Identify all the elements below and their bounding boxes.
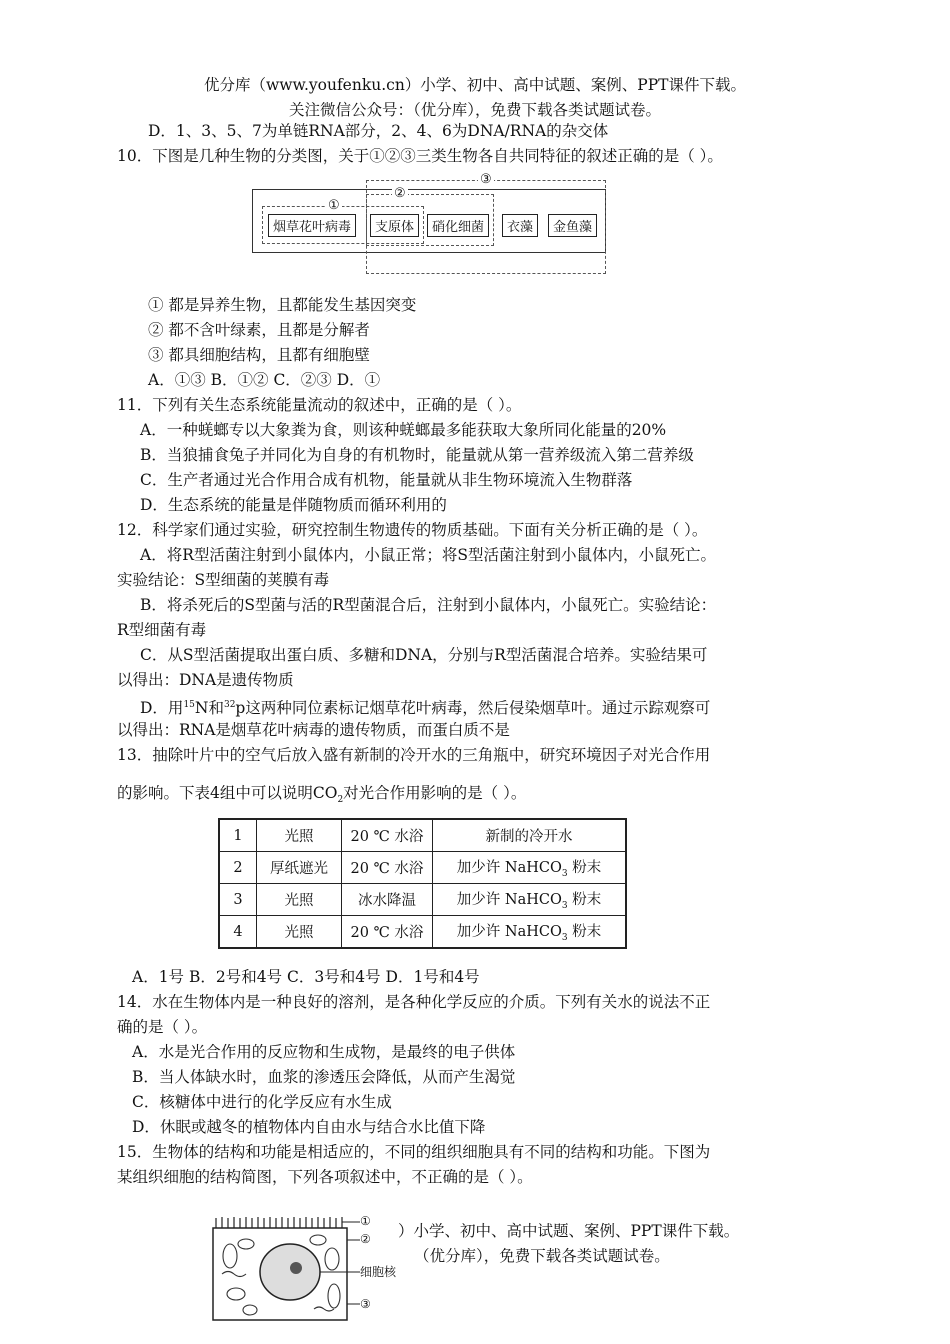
q14-stem-line2: 确的是（ ）。 (117, 1018, 208, 1036)
q12-stem: 12．科学家们通过实验，研究控制生物遗传的物质基础。下面有关分析正确的是（ ）。 (117, 521, 708, 539)
q12-option-c-line2: 以得出：DNA是遗传物质 (117, 671, 294, 689)
water-text: 加少许 NaHCO (456, 892, 562, 909)
table-row (219, 819, 626, 852)
table-cell-water (433, 884, 627, 916)
water-tail: 粉末 (567, 924, 602, 941)
table-cell-water (433, 916, 627, 949)
q10-classification-diagram (252, 172, 612, 272)
table-cell-temp: 冰水降温 (342, 884, 433, 916)
q13-experiment-table (218, 818, 627, 949)
cell-label-3: ③ (360, 1297, 371, 1311)
header-line-1: 优分库（www.youfenku.cn）小学、初中、高中试题、案例、PPT课件下载。 (203, 76, 747, 94)
table-cell-light: 厚纸遮光 (257, 852, 342, 884)
water-sub: 3 (561, 932, 568, 943)
q14-option-d: D．休眠或越冬的植物体内自由水与结合水比值下降 (132, 1118, 486, 1136)
cell-label-nucleus: 细胞核 (360, 1265, 397, 1279)
water-text: 加少许 NaHCO (456, 924, 562, 941)
q12-option-d-line2: 以得出：RNA是烟草花叶病毒的遗传物质，而蛋白质不是 (117, 721, 510, 739)
q12-d-rest: p这两种同位素标记烟草花叶病毒，然后侵染烟草叶。通过示踪观察可 (235, 699, 711, 718)
table-cell-light: 光照 (257, 819, 342, 852)
header-line-2: 关注微信公众号：（优分库），免费下载各类试题试卷。 (288, 101, 661, 119)
water-tail: 粉末 (567, 860, 602, 877)
microvilli (216, 1217, 342, 1228)
water-sub: 3 (561, 868, 568, 879)
organism-tobacco-mosaic-virus: 烟草花叶病毒 (268, 214, 356, 237)
table-cell-temp: 20 ℃ 水浴 (342, 819, 433, 852)
organism-nitrifying-bacteria: 硝化细菌 (427, 214, 489, 237)
cell-label-1: ① (360, 1214, 371, 1228)
q13-co2-sub: 2 (337, 795, 344, 806)
q11-option-c: C．生产者通过光合作用合成有机物，能量就从非生物环境流入生物群落 (140, 471, 633, 489)
q14-option-c: C．核糖体中进行的化学反应有水生成 (132, 1093, 392, 1111)
q12-option-b-line2: R型细菌有毒 (117, 621, 207, 639)
organism-chlamydomonas: 衣藻 (502, 214, 538, 237)
q12-d-prefix: D．用 (140, 699, 184, 718)
nucleolus (290, 1262, 302, 1274)
table-cell-light: 光照 (257, 916, 342, 949)
table-cell-water: 新制的冷开水 (433, 819, 627, 852)
table-cell-temp: 20 ℃ 水浴 (342, 852, 433, 884)
q12-option-d-line1 (140, 694, 710, 719)
q9-option-d: D．1、3、5、7为单链RNA部分，2、4、6为DNA/RNA的杂交体 (148, 122, 609, 140)
q12-option-a-line1: A．将R型活菌注射到小鼠体内，小鼠正常；将S型活菌注射到小鼠体内，小鼠死亡。 (140, 546, 716, 564)
organism-hornwort: 金鱼藻 (548, 214, 597, 237)
q10-options: A．①③ B．①② C．②③ D．① (148, 371, 381, 389)
diagram-label-2: ② (394, 186, 406, 201)
table-cell-no: 3 (219, 884, 257, 916)
q13-stem-prefix: 的影响。下表4组中可以说明CO (117, 784, 338, 802)
q13-stem-line2 (117, 782, 526, 811)
cell-nucleus-shape (260, 1244, 320, 1300)
table-row (219, 884, 626, 916)
q15-stem-line2: 某组织细胞的结构简图，下列各项叙述中，不正确的是（ ）。 (117, 1168, 533, 1186)
footer-line-2: （优分库），免费下载各类试题试卷。 (414, 1247, 670, 1265)
footer-line-1: ）小学、初中、高中试题、案例、PPT课件下载。 (398, 1222, 740, 1240)
table-row (219, 916, 626, 949)
q12-d-mid: N和 (194, 699, 224, 718)
q10-statement-3: ③ 都具细胞结构，且都有细胞壁 (148, 346, 370, 364)
table-cell-no: 4 (219, 916, 257, 949)
q12-option-c-line1: C．从S型活菌提取出蛋白质、多糖和DNA，分别与R型活菌混合培养。实验结果可 (140, 646, 708, 664)
q12-d-sup-32: 32 (223, 700, 236, 710)
q14-stem-line1: 14．水在生物体内是一种良好的溶剂，是各种化学反应的介质。下列有关水的说法不正 (117, 993, 711, 1011)
q12-option-a-line2: 实验结论：S型细菌的荚膜有毒 (117, 571, 330, 589)
q14-option-b: B．当人体缺水时，血浆的渗透压会降低，从而产生渴觉 (132, 1068, 516, 1086)
table-cell-water (433, 852, 627, 884)
q11-option-a: A．一种蜣螂专以大象粪为食，则该种蜣螂最多能获取大象所同化能量的20% (140, 421, 667, 439)
q12-d-sup-15: 15 (183, 700, 195, 710)
q11-stem: 11．下列有关生态系统能量流动的叙述中，正确的是（ ）。 (117, 396, 522, 414)
q15-cell-figure (210, 1214, 400, 1324)
organism-mycoplasma: 支原体 (370, 214, 419, 237)
q11-option-b: B．当狼捕食兔子并同化为自身的有机物时，能量就从第一营养级流入第二营养级 (140, 446, 694, 464)
q10-statement-1: ① 都是异养生物，且都能发生基因突变 (148, 296, 417, 314)
table-cell-light: 光照 (257, 884, 342, 916)
q14-option-a: A．水是光合作用的反应物和生成物，是最终的电子供体 (132, 1043, 516, 1061)
q15-stem-line1: 15．生物体的结构和功能是相适应的，不同的组织细胞具有不同的结构和功能。下图为 (117, 1143, 711, 1161)
water-tail: 粉末 (567, 892, 602, 909)
diagram-label-3: ③ (480, 172, 492, 187)
q10-statement-2: ② 都不含叶绿素，且都是分解者 (148, 321, 370, 339)
water-text: 加少许 NaHCO (456, 860, 562, 877)
q13-stem-suffix: 对光合作用影响的是（ ）。 (343, 784, 527, 802)
q12-option-b-line1: B．将杀死后的S型菌与活的R型菌混合后，注射到小鼠体内，小鼠死亡。实验结论： (140, 596, 717, 614)
water-sub: 3 (561, 900, 568, 911)
cell-label-2: ② (360, 1232, 371, 1246)
q13-stem-line1: 13．抽除叶片中的空气后放入盛有新制的冷开水的三角瓶中，研究环境因子对光合作用 (117, 746, 711, 764)
table-cell-no: 1 (219, 819, 257, 852)
q10-stem: 10．下图是几种生物的分类图，关于①②③三类生物各自共同特征的叙述正确的是（ ）。 (117, 147, 723, 165)
q11-option-d: D．生态系统的能量是伴随物质而循环利用的 (140, 496, 447, 514)
table-cell-temp: 20 ℃ 水浴 (342, 916, 433, 949)
q13-options: A．1号 B．2号和4号 C．3号和4号 D．1号和4号 (132, 968, 480, 986)
diagram-label-1: ① (328, 198, 340, 213)
table-cell-no: 2 (219, 852, 257, 884)
table-row (219, 852, 626, 884)
